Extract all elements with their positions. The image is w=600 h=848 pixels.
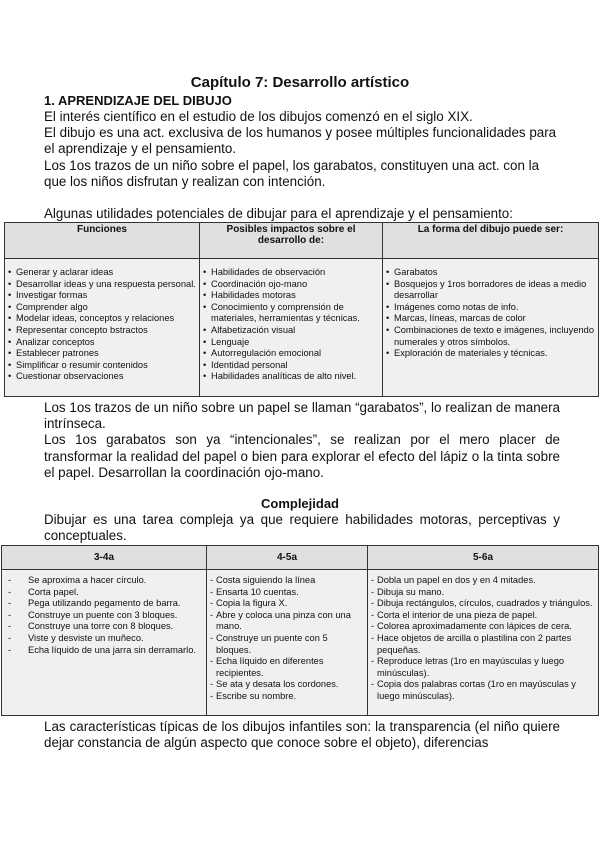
- list-item: • Identidad personal: [203, 360, 379, 372]
- list-item: • Combinaciones de texto e imágenes, incluyendo numerales y otros símbolos.: [386, 325, 595, 348]
- list-item: • Bosquejos y 1ros borradores de ideas a medio desarrollar: [386, 279, 595, 302]
- list-item: - Corta el interior de una pieza de papel.: [371, 610, 595, 622]
- list-item: • Desarrollar ideas y una respuesta personal.: [8, 279, 196, 291]
- list-item: • Habilidades de observación: [203, 267, 379, 279]
- list-item: - Escribe su nombre.: [210, 691, 364, 703]
- forma-list: [386, 267, 595, 360]
- middle-text: [44, 400, 560, 481]
- list-item: - Copia la figura X.: [210, 598, 364, 610]
- intro-text: [44, 109, 560, 190]
- intro-paragraph: Los 1os trazos de un niño sobre el papel, los garabatos, constituyen una act. con la que los niños disfrutan y realizan con intención.: [44, 157, 540, 189]
- complexity-intro: Dibujar es una tarea compleja ya que requiere habilidades motoras, perceptivas y conceptuales.: [44, 512, 560, 544]
- table1-cell-impactos: [200, 259, 383, 397]
- list-item: • Garabatos: [386, 267, 595, 279]
- list-item: - Dibuja rectángulos, círculos, cuadrados y triángulos.: [371, 598, 595, 610]
- list-item: - Dobla un papel en dos y en 4 mitades.: [371, 575, 595, 587]
- funciones-list: [8, 267, 196, 383]
- closing-paragraph: Las características típicas de los dibujos infantiles son: la transparencia (el niño quiere dejar constancia de algún aspecto que conoce sobre el objeto), diferencias: [44, 719, 560, 751]
- skills-4-5a-list: [210, 575, 364, 703]
- list-item: - Costa siguiendo la línea: [210, 575, 364, 587]
- list-item: • Investigar formas: [8, 290, 196, 302]
- table2-header-5-6a: 5-6a: [368, 546, 599, 570]
- list-item: • Imágenes como notas de info.: [386, 302, 595, 314]
- list-item: - Se aproxima a hacer círculo.: [2, 575, 203, 587]
- list-item: - Ensarta 10 cuentas.: [210, 587, 364, 599]
- impactos-list: [203, 267, 379, 383]
- table1-header-forma: La forma del dibujo puede ser:: [383, 223, 599, 259]
- list-item: • Lenguaje: [203, 337, 379, 349]
- list-item: • Habilidades motoras: [203, 290, 379, 302]
- table1-intro: Algunas utilidades potenciales de dibujar para el aprendizaje y el pensamiento:: [44, 206, 513, 221]
- list-item: • Cuestionar observaciones: [8, 371, 196, 383]
- list-item: • Coordinación ojo-mano: [203, 279, 379, 291]
- table1-header-funciones: Funciones: [5, 223, 200, 259]
- list-item: - Echa líquido de una jarra sin derramarlo.: [2, 645, 203, 657]
- skills-3-4a-list: [2, 575, 203, 656]
- list-item: - Copia dos palabras cortas (1ro en mayúsculas y luego minúsculas).: [371, 679, 595, 702]
- list-item: - Abre y coloca una pinza con una mano.: [210, 610, 364, 633]
- list-item: - Construye una torre con 8 bloques.: [2, 621, 203, 633]
- list-item: • Modelar ideas, conceptos y relaciones: [8, 313, 196, 325]
- list-item: - Colorea aproximadamente con lápices de cera.: [371, 621, 595, 633]
- intro-paragraph: El interés científico en el estudio de los dibujos comenzó en el siglo XIX.: [44, 109, 473, 124]
- list-item: - Construye un puente con 5 bloques.: [210, 633, 364, 656]
- table1-header-impactos: Posibles impactos sobre el desarrollo de:: [200, 223, 383, 259]
- table1-cell-funciones: [5, 259, 200, 397]
- section-heading: 1. APRENDIZAJE DEL DIBUJO: [44, 93, 232, 108]
- list-item: - Pega utilizando pegamento de barra.: [2, 598, 203, 610]
- list-item: • Habilidades analíticas de alto nivel.: [203, 371, 379, 383]
- list-item: - Corta papel.: [2, 587, 203, 599]
- list-item: - Echa líquido en diferentes recipientes.: [210, 656, 364, 679]
- middle-paragraph: Los 1os garabatos son ya “intencionales”, se realizan por el mero placer de transformar la realidad del papel o bien para explorar el efecto del lápiz o la tinta sobre el papel. Desarrollan la coordinación ojo-mano.: [44, 432, 560, 480]
- table2-cell-3-4a: [2, 570, 207, 716]
- complexity-heading: Complejidad: [260, 496, 339, 511]
- table2-header-3-4a: 3-4a: [2, 546, 207, 570]
- chapter-title: Capítulo 7: Desarrollo artístico: [190, 74, 410, 91]
- list-item: - Reproduce letras (1ro en mayúsculas y luego minúsculas).: [371, 656, 595, 679]
- list-item: • Marcas, líneas, marcas de color: [386, 313, 595, 325]
- intro-paragraph: El dibujo es una act. exclusiva de los humanos y posee múltiples funcionalidades para el aprendizaje y el pensamiento.: [44, 125, 557, 157]
- list-item: - Viste y desviste un muñeco.: [2, 633, 203, 645]
- list-item: - Construye un puente con 3 bloques.: [2, 610, 203, 622]
- table2-cell-4-5a: [207, 570, 368, 716]
- list-item: - Hace objetos de arcilla o plastilina con 2 partes pequeñas.: [371, 633, 595, 656]
- list-item: - Dibuja su mano.: [371, 587, 595, 599]
- list-item: • Establecer patrones: [8, 348, 196, 360]
- list-item: • Analizar conceptos: [8, 337, 196, 349]
- skills-5-6a-list: [371, 575, 595, 703]
- list-item: • Representar concepto bstractos: [8, 325, 196, 337]
- list-item: • Generar y aclarar ideas: [8, 267, 196, 279]
- list-item: • Alfabetización visual: [203, 325, 379, 337]
- table2-header-4-5a: 4-5a: [207, 546, 368, 570]
- table1-cell-forma: [383, 259, 599, 397]
- middle-paragraph: Los 1os trazos de un niño sobre un papel se llaman “garabatos”, lo realizan de manera intrínseca.: [44, 400, 560, 432]
- list-item: - Se ata y desata los cordones.: [210, 679, 364, 691]
- list-item: • Exploración de materiales y técnicas.: [386, 348, 595, 360]
- list-item: • Comprender algo: [8, 302, 196, 314]
- table2-cell-5-6a: [368, 570, 599, 716]
- complexity-table: [1, 545, 599, 716]
- utilities-table: [4, 222, 599, 397]
- list-item: • Simplificar o resumir contenidos: [8, 360, 196, 372]
- list-item: • Autorregulación emocional: [203, 348, 379, 360]
- list-item: • Conocimiento y comprensión de materiales, herramientas y técnicas.: [203, 302, 379, 325]
